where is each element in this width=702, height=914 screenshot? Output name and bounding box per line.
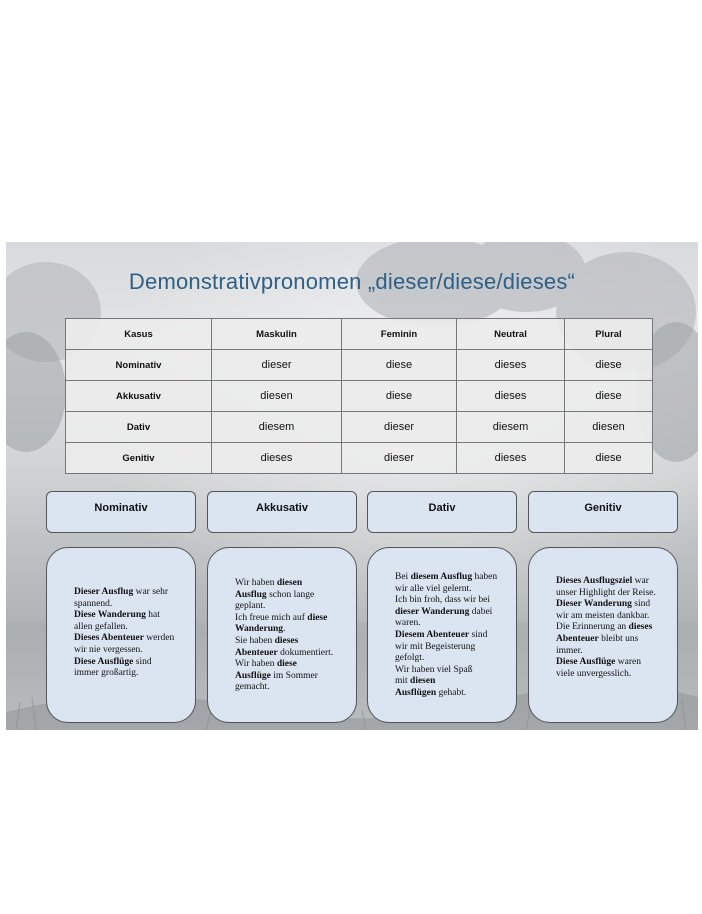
example-text-run: bleibt uns [598, 633, 639, 644]
example-line [395, 653, 506, 665]
example-text [235, 578, 346, 694]
example-text-run: Die Erinnerung an [556, 622, 629, 633]
page-title: Demonstrativpronomen „dieser/diese/dieses“ [128, 269, 576, 294]
example-line [556, 669, 667, 681]
example-text-run: allen gefallen. [74, 621, 128, 632]
case-label-genitiv: Genitiv [528, 491, 678, 533]
example-line [556, 611, 667, 623]
example-line [556, 634, 667, 646]
highlighted-pronoun-phrase: Diese Ausflüge [74, 656, 134, 667]
highlighted-pronoun-phrase: diese [276, 659, 297, 670]
example-text-run: spannend. [74, 598, 113, 609]
example-text [556, 576, 667, 680]
example-line [235, 578, 346, 590]
example-text-run: sind [469, 629, 488, 640]
pronoun-table [65, 318, 653, 474]
highlighted-pronoun-phrase: Wanderung [235, 624, 284, 635]
example-card-genitiv [528, 547, 678, 723]
example-text-run: immer großartig. [74, 668, 139, 679]
table-cell: dieses [457, 381, 565, 412]
case-label-nominativ: Nominativ [46, 491, 196, 533]
example-text [74, 587, 185, 680]
example-line [395, 618, 506, 630]
table-cell: diesen [212, 381, 342, 412]
table-cell-case: Nominativ [66, 350, 212, 381]
example-text-run: geplant. [235, 601, 266, 612]
example-line [395, 572, 506, 584]
example-text-run: dabei [469, 606, 493, 617]
example-text-run: sind [631, 599, 651, 610]
highlighted-pronoun-phrase: diesem Ausflug [410, 572, 473, 582]
example-text-run: wir nie vergessen. [74, 644, 143, 655]
example-text-run: im Sommer [270, 670, 318, 681]
highlighted-pronoun-phrase: Ausflug [235, 589, 267, 600]
example-text [395, 572, 506, 700]
example-line [395, 584, 506, 596]
example-text-run: gefolgt. [395, 653, 425, 664]
highlighted-pronoun-phrase: dieser Wanderung [395, 606, 470, 617]
table-row [66, 443, 653, 474]
example-text-run: gehabt. [436, 687, 467, 698]
example-text-run: haben [472, 572, 498, 582]
example-text-run: dokumentiert. [277, 647, 334, 658]
highlighted-pronoun-phrase: Dieses Abenteuer [74, 633, 144, 644]
example-line [556, 576, 667, 588]
example-line [395, 642, 506, 654]
case-label-dativ: Dativ [367, 491, 517, 533]
example-line [556, 599, 667, 611]
example-line [556, 657, 667, 669]
table-header-cell: Feminin [342, 319, 457, 350]
highlighted-pronoun-phrase: diesen [410, 676, 436, 687]
example-text-run: Wir haben viel Spaß [395, 664, 473, 675]
example-line [395, 630, 506, 642]
table-row [66, 381, 653, 412]
example-text-run: hat [145, 610, 160, 621]
example-text-run: mit [395, 676, 411, 687]
example-line [74, 622, 185, 634]
example-text-run: werden [143, 633, 175, 644]
example-line [74, 587, 185, 599]
highlighted-pronoun-phrase: Dieser Wanderung [556, 599, 632, 610]
table-row [66, 350, 653, 381]
table-header-cell: Maskulin [212, 319, 342, 350]
highlighted-pronoun-phrase: Abenteuer [556, 633, 599, 644]
example-text-run: waren. [395, 618, 421, 629]
table-cell: diese [342, 381, 457, 412]
example-line [395, 595, 506, 607]
highlighted-pronoun-phrase: Dieser Ausflug [74, 587, 134, 597]
highlighted-pronoun-phrase: Diese Wanderung [74, 610, 146, 621]
example-line [235, 636, 346, 648]
example-line [235, 648, 346, 660]
table-cell-case: Genitiv [66, 443, 212, 474]
highlighted-pronoun-phrase: diesen [276, 578, 303, 588]
highlighted-pronoun-phrase: Dieses Ausflugsziel [556, 576, 633, 586]
example-line [74, 633, 185, 645]
table-cell: dieser [342, 443, 457, 474]
table-cell: diesem [212, 412, 342, 443]
highlighted-pronoun-phrase: diese [307, 612, 328, 623]
example-text-run: viele unvergesslich. [556, 668, 632, 679]
table-header-cell: Plural [565, 319, 653, 350]
example-text-run: wir alle viel gelernt. [395, 583, 472, 594]
example-text-run: waren [615, 657, 641, 668]
example-card-dativ [367, 547, 517, 723]
example-line [395, 688, 506, 700]
highlighted-pronoun-phrase: Diesem Abenteuer [395, 629, 470, 640]
example-text-run: wir am meisten dankbar. [556, 610, 650, 621]
example-text-run: wir mit Begeisterung [395, 641, 476, 652]
slide [6, 242, 698, 730]
example-line [74, 599, 185, 611]
example-text-run: gemacht. [235, 682, 270, 693]
example-text-run: war sehr [133, 587, 169, 597]
table-cell: diese [565, 381, 653, 412]
example-card-nominativ [46, 547, 196, 723]
highlighted-pronoun-phrase: Abenteuer [235, 647, 278, 658]
example-line [235, 590, 346, 602]
table-cell: dieses [457, 350, 565, 381]
highlighted-pronoun-phrase: Ausflüge [235, 670, 271, 681]
example-line [74, 657, 185, 669]
example-text-run: Sie haben [235, 635, 275, 646]
table-cell: diesem [457, 412, 565, 443]
table-cell: diese [565, 350, 653, 381]
example-line [395, 676, 506, 688]
highlighted-pronoun-phrase: Diese Ausflüge [556, 657, 616, 668]
example-text-run: schon lange [266, 589, 315, 600]
example-line [556, 622, 667, 634]
table-header-row [66, 319, 653, 350]
table-cell: diese [342, 350, 457, 381]
example-text-run: sind [133, 656, 152, 667]
table-cell: dieser [212, 350, 342, 381]
table-header-cell: Neutral [457, 319, 565, 350]
example-text-run: . [283, 624, 286, 635]
table-cell: dieses [457, 443, 565, 474]
highlighted-pronoun-phrase: dieses [274, 635, 299, 646]
example-line [235, 601, 346, 613]
example-line [556, 588, 667, 600]
example-text-run: Ich bin froh, dass wir bei [395, 595, 490, 606]
example-line [235, 624, 346, 636]
highlighted-pronoun-phrase: dieses [628, 622, 653, 633]
example-text-run: Ich freue mich auf [235, 612, 308, 623]
case-label-akkusativ: Akkusativ [207, 491, 357, 533]
example-line [235, 671, 346, 683]
table-row [66, 412, 653, 443]
table-cell: diesen [565, 412, 653, 443]
example-line [556, 646, 667, 658]
table-cell-case: Dativ [66, 412, 212, 443]
highlighted-pronoun-phrase: Ausflügen [395, 687, 437, 698]
example-text-run: war [632, 576, 649, 586]
example-text-run: unser Highlight der Reise. [556, 587, 656, 598]
example-text-run: Wir haben [235, 659, 277, 670]
example-line [235, 659, 346, 671]
example-text-run: immer. [556, 645, 583, 656]
example-text-run: Bei [395, 572, 411, 582]
table-cell: dieses [212, 443, 342, 474]
example-line [74, 645, 185, 657]
example-line [235, 682, 346, 694]
example-card-akkusativ [207, 547, 357, 723]
table-cell: diese [565, 443, 653, 474]
example-line [235, 613, 346, 625]
example-text-run: Wir haben [235, 578, 277, 588]
example-line [74, 610, 185, 622]
example-line [395, 607, 506, 619]
table-cell: dieser [342, 412, 457, 443]
table-cell-case: Akkusativ [66, 381, 212, 412]
table-header-cell: Kasus [66, 319, 212, 350]
example-line [74, 668, 185, 680]
example-line [395, 665, 506, 677]
